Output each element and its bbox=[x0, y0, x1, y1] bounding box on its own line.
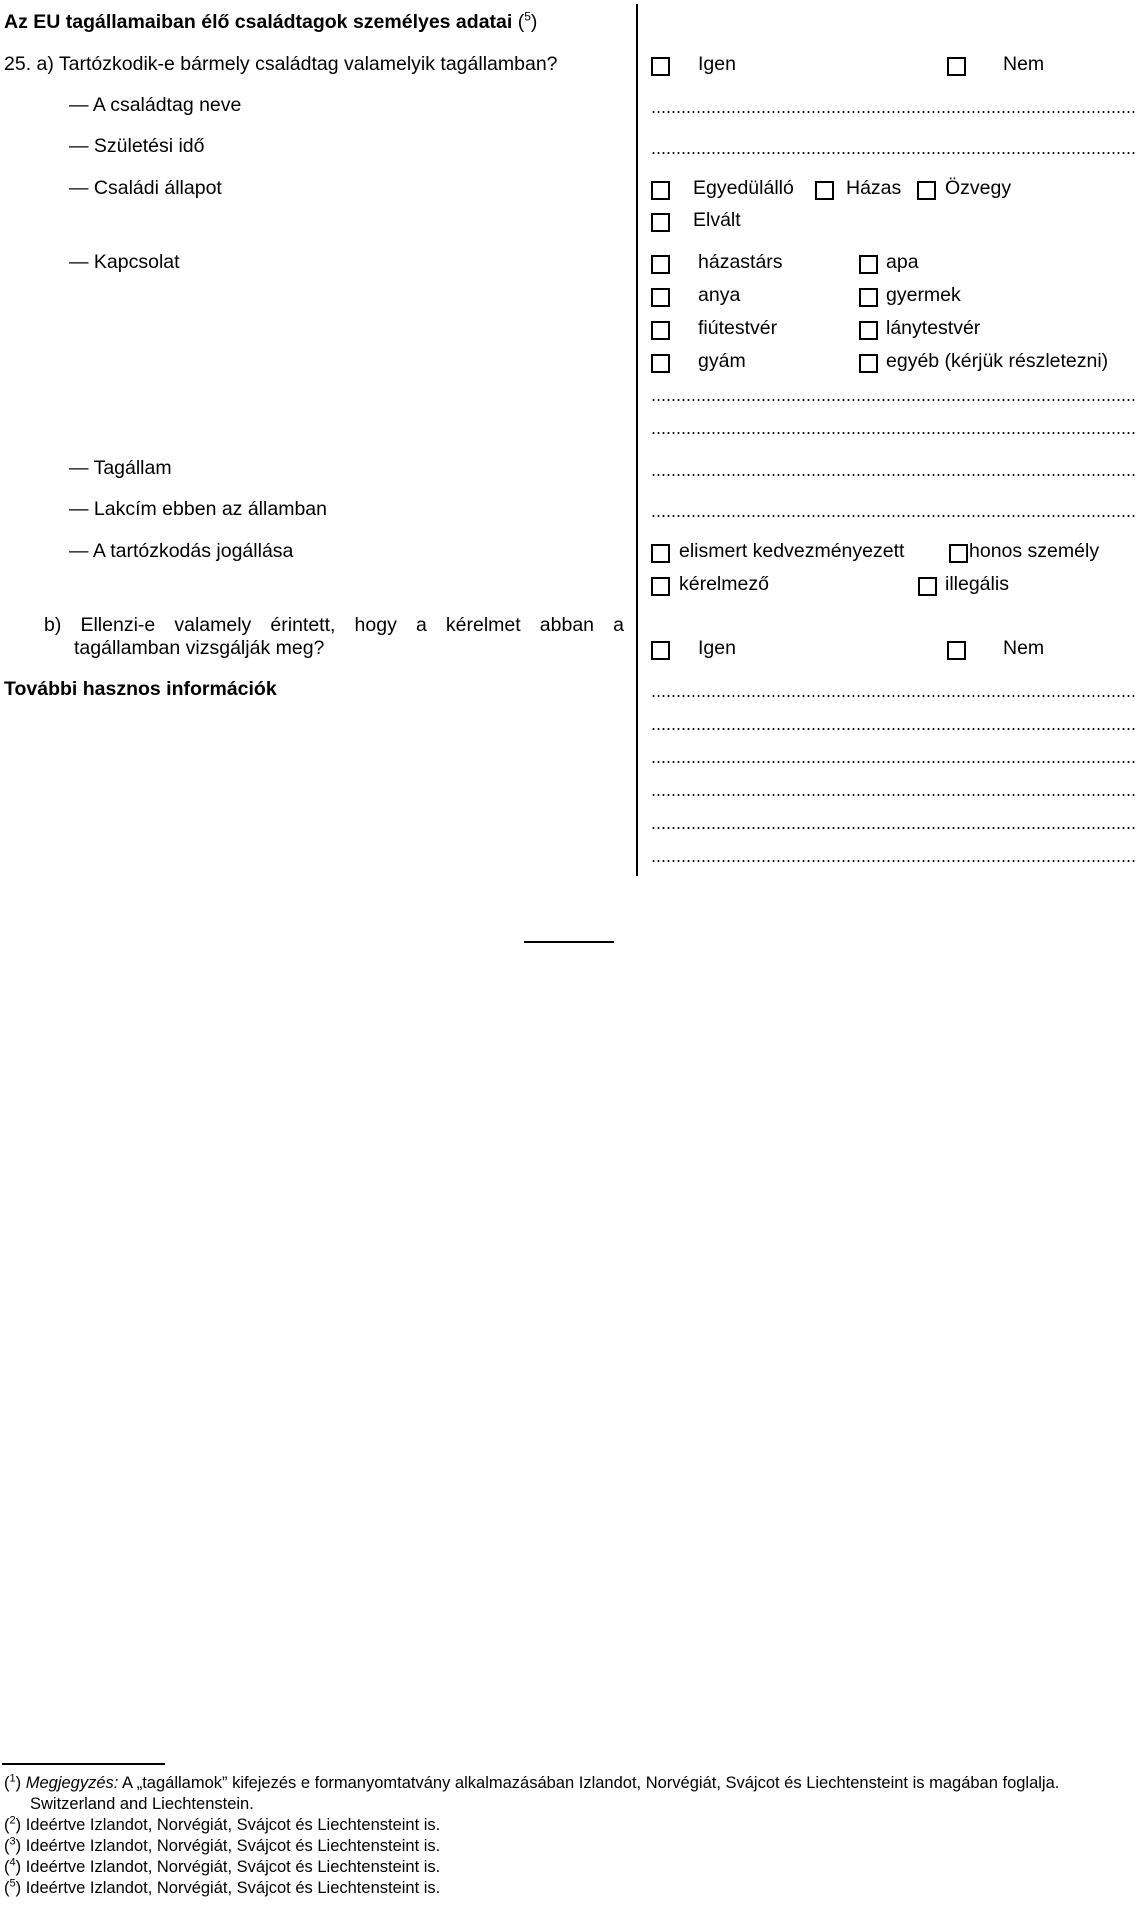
question-25a: 25. a) Tartózkodik-e bármely családtag valamelyik tagállamban? bbox=[4, 53, 558, 75]
field-label-member-state: — Tagállam bbox=[69, 457, 172, 479]
question-25b-line1: b) Ellenzi-e valamely érintett, hogy a kérelmet abban a bbox=[44, 614, 624, 636]
label-marital-widowed: Özvegy bbox=[945, 177, 1012, 199]
footnote-1: ($^1$) Megjegyzés: A „tagállamok” kifejezés e formanyomtatvány alkalmazásában Izlandot, Norvégiát, Svájcot és Liechtensteint is magában foglalja. bbox=[4, 1772, 1060, 1792]
label-25a-no: Nem bbox=[1003, 53, 1045, 75]
dotted-line-info-1[interactable] bbox=[651, 695, 1136, 697]
checkbox-status-national[interactable] bbox=[949, 544, 968, 563]
checkbox-marital-divorced[interactable] bbox=[651, 213, 670, 232]
dotted-line-info-5[interactable] bbox=[651, 827, 1136, 829]
field-label-address: — Lakcím ebben az államban bbox=[69, 498, 327, 520]
checkbox-relation-sister[interactable] bbox=[859, 321, 878, 340]
label-status-illegal: illegális bbox=[945, 573, 1009, 595]
more-info-label: További hasznos információk bbox=[4, 678, 277, 700]
checkbox-status-recognized[interactable] bbox=[651, 544, 670, 563]
label-marital-divorced: Elvált bbox=[693, 209, 741, 231]
checkbox-25a-yes[interactable] bbox=[651, 57, 670, 76]
dotted-line-info-3[interactable] bbox=[651, 761, 1136, 763]
dotted-line-relation-detail-2[interactable] bbox=[651, 432, 1136, 434]
label-25b-yes: Igen bbox=[698, 637, 736, 659]
label-status-applicant: kérelmező bbox=[679, 573, 769, 595]
column-divider bbox=[636, 4, 638, 876]
checkbox-marital-widowed[interactable] bbox=[917, 181, 936, 200]
label-marital-single: Egyedülálló bbox=[693, 177, 794, 199]
dotted-line-address[interactable] bbox=[651, 515, 1136, 517]
footnote-2: ($^2$) Ideértve Izlandot, Norvégiát, Svájcot és Liechtensteint is. bbox=[4, 1814, 441, 1834]
checkbox-relation-other[interactable] bbox=[859, 354, 878, 373]
footnote-4: ($^4$) Ideértve Izlandot, Norvégiát, Svájcot és Liechtensteint is. bbox=[4, 1856, 441, 1876]
checkbox-relation-guardian[interactable] bbox=[651, 354, 670, 373]
label-relation-brother: fiútestvér bbox=[698, 317, 778, 339]
footnote-3: ($^3$) Ideértve Izlandot, Norvégiát, Svájcot és Liechtensteint is. bbox=[4, 1835, 441, 1855]
footnote-1-continuation: Switzerland and Liechtenstein. bbox=[30, 1795, 254, 1813]
checkbox-relation-spouse[interactable] bbox=[651, 255, 670, 274]
checkbox-status-applicant[interactable] bbox=[651, 577, 670, 596]
checkbox-25b-no[interactable] bbox=[947, 641, 966, 660]
checkbox-25a-no[interactable] bbox=[947, 57, 966, 76]
label-marital-married: Házas bbox=[846, 177, 902, 199]
label-25b-no: Nem bbox=[1003, 637, 1045, 659]
question-25b-line2: tagállamban vizsgálják meg? bbox=[74, 637, 325, 659]
section-end-rule bbox=[524, 941, 614, 943]
checkbox-marital-married[interactable] bbox=[815, 181, 834, 200]
label-25a-yes: Igen bbox=[698, 53, 736, 75]
label-status-recognized: elismert kedvezményezett bbox=[679, 540, 905, 562]
dotted-line-member-state[interactable] bbox=[651, 474, 1136, 476]
label-relation-father: apa bbox=[886, 251, 919, 273]
field-label-name: — A családtag neve bbox=[69, 94, 242, 116]
field-label-residence-status: — A tartózkodás jogállása bbox=[69, 540, 294, 562]
label-status-national: honos személy bbox=[969, 540, 1100, 562]
dotted-line-name[interactable] bbox=[651, 111, 1136, 113]
footnote-ref: 5 bbox=[524, 9, 531, 24]
checkbox-relation-father[interactable] bbox=[859, 255, 878, 274]
checkbox-relation-child[interactable] bbox=[859, 288, 878, 307]
footnote-separator bbox=[2, 1763, 165, 1765]
dotted-line-info-4[interactable] bbox=[651, 794, 1136, 796]
label-relation-sister: lánytestvér bbox=[886, 317, 981, 339]
label-relation-mother: anya bbox=[698, 284, 741, 306]
label-relation-child: gyermek bbox=[886, 284, 961, 306]
dotted-line-birth[interactable] bbox=[651, 152, 1136, 154]
label-relation-spouse: házastárs bbox=[698, 251, 783, 273]
label-relation-guardian: gyám bbox=[698, 350, 746, 372]
checkbox-status-illegal[interactable] bbox=[918, 577, 937, 596]
checkbox-relation-brother[interactable] bbox=[651, 321, 670, 340]
footnote-5: ($^5$) Ideértve Izlandot, Norvégiát, Svájcot és Liechtensteint is. bbox=[4, 1877, 441, 1897]
field-label-marital: — Családi állapot bbox=[69, 177, 222, 199]
section-title-text: Az EU tagállamaiban élő családtagok személyes adatai bbox=[4, 11, 513, 33]
checkbox-relation-mother[interactable] bbox=[651, 288, 670, 307]
dotted-line-info-2[interactable] bbox=[651, 728, 1136, 730]
section-title: Az EU tagállamaiban élő családtagok személyes adatai ($^5$) bbox=[4, 9, 538, 33]
checkbox-25b-yes[interactable] bbox=[651, 641, 670, 660]
label-relation-other: egyéb (kérjük részletezni) bbox=[886, 350, 1109, 372]
field-label-birth: — Születési idő bbox=[69, 135, 205, 157]
dotted-line-relation-detail-1[interactable] bbox=[651, 399, 1136, 401]
checkbox-marital-single[interactable] bbox=[651, 181, 670, 200]
dotted-line-info-6[interactable] bbox=[651, 860, 1136, 862]
field-label-relation: — Kapcsolat bbox=[69, 251, 180, 273]
